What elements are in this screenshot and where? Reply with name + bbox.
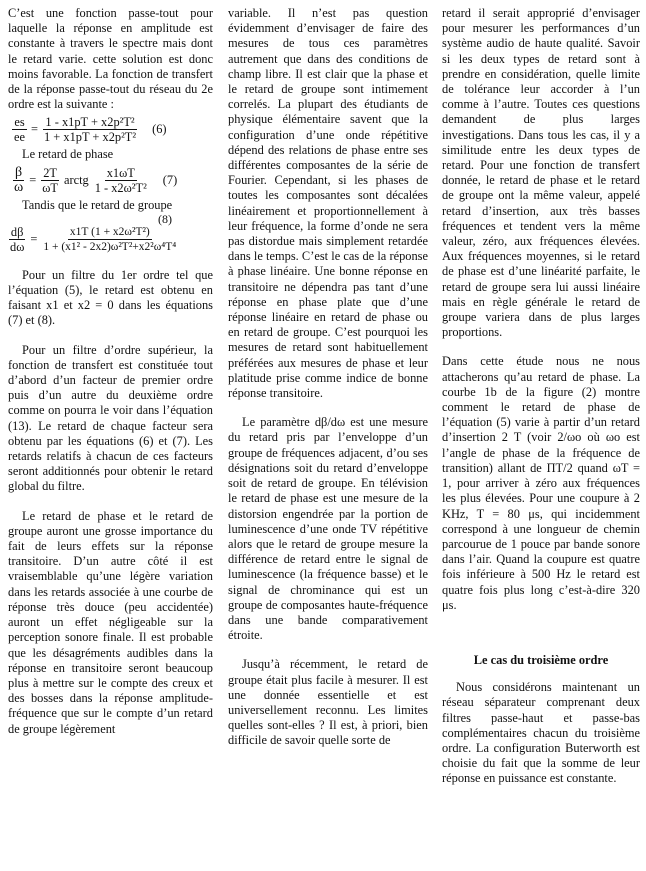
eq6-lhs — [12, 115, 27, 144]
paragraph: Pour un filtre du 1er ordre tel que l’équation (5), le retard est obtenu en faisant x1 et x2 = 0 dans les équations (7) et (8). — [8, 267, 213, 328]
eq6-rhs — [42, 115, 138, 144]
paragraph: retard il serait approprié d’envisager pour mesurer les performances d’un système audio de haute qualité. Savoir si les deux types de retard sont à prendre en considération, quelle limite de tolérance leur accorder à l’un comme à l’autre. Toutes ces questions demandent de plus larges investigations. Dans tous les cas, il y a similitude entre les deux types de retard. Pour une fonction de transfert donnée, le retard de phase et le retard de groupe ont la même valeur, appelé retard d’insertion, aux très basses fréquences et tendent vers la même valeur, zéro, aux fréquences élevées. Aux fréquences moyennes, si le retard de phase est d’une linéarité parfaite, le retard de groupe sera lui aussi linéaire mais en règle générale le retard de groupe variera dans de plus larges proportions. — [442, 6, 640, 340]
paragraph: C’est une fonction passe-tout pour laquelle la réponse en amplitude est constante à travers le spectre mais dont le retard varie. cette solution est donc moins favorable. La fonction de transfert de la réponse passe-tout du réseau du 2e ordre est la suivante : — [8, 6, 213, 112]
paragraph: Le paramètre dβ/dω est une mesure du retard pris par l’enveloppe d’un groupe de fréquences adjacent, d’ou ses désignations soit du retard d’enveloppe soit de retard de groupe. En télévision le retard de phase est une mesure de la distorsion engendrée par la portion de luminescence d’une onde TV répétitive alors que le retard de groupe mesure la différence de retard entre le signal de luminescence (la fréquence basse) et le signal de chrominance qui est un groupe de composantes haute-fréquence dans une bande comparativement étroite. — [228, 415, 428, 643]
paragraph: Le retard de phase — [22, 147, 114, 162]
paragraph: variable. Il n’est pas question évidemment d’envisager de faire des mesures de tous ces paramètres autrement que dans des conditions de champ libre. Il est clair que la phase et le retard de groupe sont intimement correlés. La plupart des étudiants de physique élémentaire savent que la configuration d’une onde répétitive dépend des relations de phase entre ses différentes composantes de la série de Fourier. Cependant, si les phases de toutes les composantes sont décalées linéairement et proportionnellement à leur fréquence, la forme d’onde ne sera pas distordue mais simplement retardée dans le temps. C’est le cas de la réponse à phase linéaire. Une bonne réponse en transitoire ne dépendra pas tant d’une réponse en phase plate que d’une réponse linéaire en retard de phase ou en retard de groupe. C’est pourquoi les mesures de retard sont habituellement préférées aux mesures de phase et leur platitude prise comme indice de bonne réponse transitoire. — [228, 6, 428, 401]
eq8-lhs-den: dω — [10, 239, 25, 254]
paragraph: Pour un filtre d’ordre supérieur, la fonction de transfert est constituée tout d’abord d’un facteur de premier ordre puis d’un autre du deuxième ordre comme on pourra le voir dans l’équation (13). Le retard de chaque facteur sera obtenu par les équations (6) et (7). Les retards relatifs à chacun de ces facteurs seront additionnés pour obtenir le retard global du filtre. — [8, 342, 213, 494]
eq8-den: 1 + (x1² - 2x2)ω²T²+x2²ω⁴T⁴ — [43, 240, 177, 253]
eq8-num: x1T (1 + x2ω²T²) — [69, 225, 150, 238]
eq8-lhs — [8, 225, 26, 254]
eq7-lhs — [12, 166, 25, 195]
paragraph: Dans cette étude nous ne nous attacherons qu’au retard de phase. La courbe 1b de la figure (2) montre comment le retard de phase de l’équation (5) varie à partir d’un retard d’insertion 2 T (voir 2/ωo où ωo est l’angle de phase de la fréquence de transition) allant de ΠT/2 quand ωT = 1, pour arriver à zéro aux fréquences les plus élevées. Pour une coupure à 2 KHz, T = 80 μs, qui incidemment correspond à une longueur de chemin parcourue de 1 pouce par bande sonore dans l’air. Quand la coupure est quatre fois inférieure à 500 Hz le retard est quatre fois plus long c’est-à-dire 320 μs. — [442, 354, 640, 612]
paragraph: Tandis que le retard de groupe — [22, 197, 173, 212]
column-1 — [8, 6, 213, 737]
eq7-arctg: arctg — [63, 172, 89, 187]
eq8-lhs-num: dβ — [10, 224, 24, 239]
eq7-number: (7) — [162, 172, 178, 187]
eq7-den: 1 - x2ω²T² — [94, 180, 147, 195]
equation-6: $\frac{es}{ee}$ = $\frac{\text{1 - x1pT + x2p²T²}}{\text{1 + x1pT + x2p²T²}}$ (6) — [14, 115, 167, 145]
eq6-number: (6) — [152, 122, 167, 137]
eq7-num: x1ωT — [106, 165, 135, 180]
eq6-den: 1 + x1pT + x2p²T² — [44, 130, 137, 145]
eq6-num: 1 - x1pT + x2p²T² — [45, 115, 135, 130]
eq7-rhs — [93, 166, 149, 195]
paragraph: Jusqu’à récemment, le retard de groupe était plus facile à mesurer. Il est une donnée essentielle et est universellement reconnu. Les limites quelles sont-elles ? Il est, à priori, bien difficile de savoir quelle sorte de — [228, 657, 428, 748]
eq8-rhs — [41, 225, 178, 254]
equation-7: $\frac{\beta}{\omega}$ = $\frac{2T}{\omega T}$ arctg $\frac{x1\omega T}{\text{1 - x2ω²T²}}$ (7) — [14, 164, 178, 195]
paragraph: Le retard de phase et le retard de groupe auront une grosse importance du fait de leurs effets sur la réponse transitoire. D’un autre côté il est vraisemblable qu’une légère variation dans les retards associée à une courbe de réponse très douce (peu accidentée) auront un effet négligeable sur la perception sonore finale. Il est probable que les désagréments audibles dans la réponse en transitoire seront beaucoup plus à mettre sur le compte des creux et des bosses dans la réponse amplitude-fréquence que sur le compte d’un retard de groupe légèrement — [8, 508, 213, 736]
eq7-lhs-den: ω — [14, 179, 24, 195]
eq8-number: (8) — [158, 211, 172, 226]
section-heading: Le cas du troisième ordre — [473, 652, 609, 667]
column-3 — [442, 6, 640, 787]
eq7-mid — [40, 166, 60, 195]
equation-8: $\frac{d\beta}{d\omega}$ = $\frac{\text{x1T (1 + x2ω²T²)}}{\text{1 + (x1² - 2x2)ω²T²+x2²ω⁴T⁴}}$ — [10, 224, 177, 254]
paragraph: Nous considérons maintenant un réseau séparateur comprenant deux filtres passe-haut et passe-bas complémentaires chacun du troisième ordre. La configuration Buterworth est choisie du fait que la somme de leur réponse en puissance est constante. — [442, 680, 640, 786]
eq7-mid-num: 2T — [43, 165, 57, 180]
eq7-mid-den: ωT — [42, 180, 58, 195]
eq7-lhs-num: β — [15, 164, 23, 180]
eq6-lhs-num: es — [14, 115, 25, 130]
eq6-lhs-den: ee — [14, 130, 25, 145]
column-2 — [228, 6, 428, 749]
